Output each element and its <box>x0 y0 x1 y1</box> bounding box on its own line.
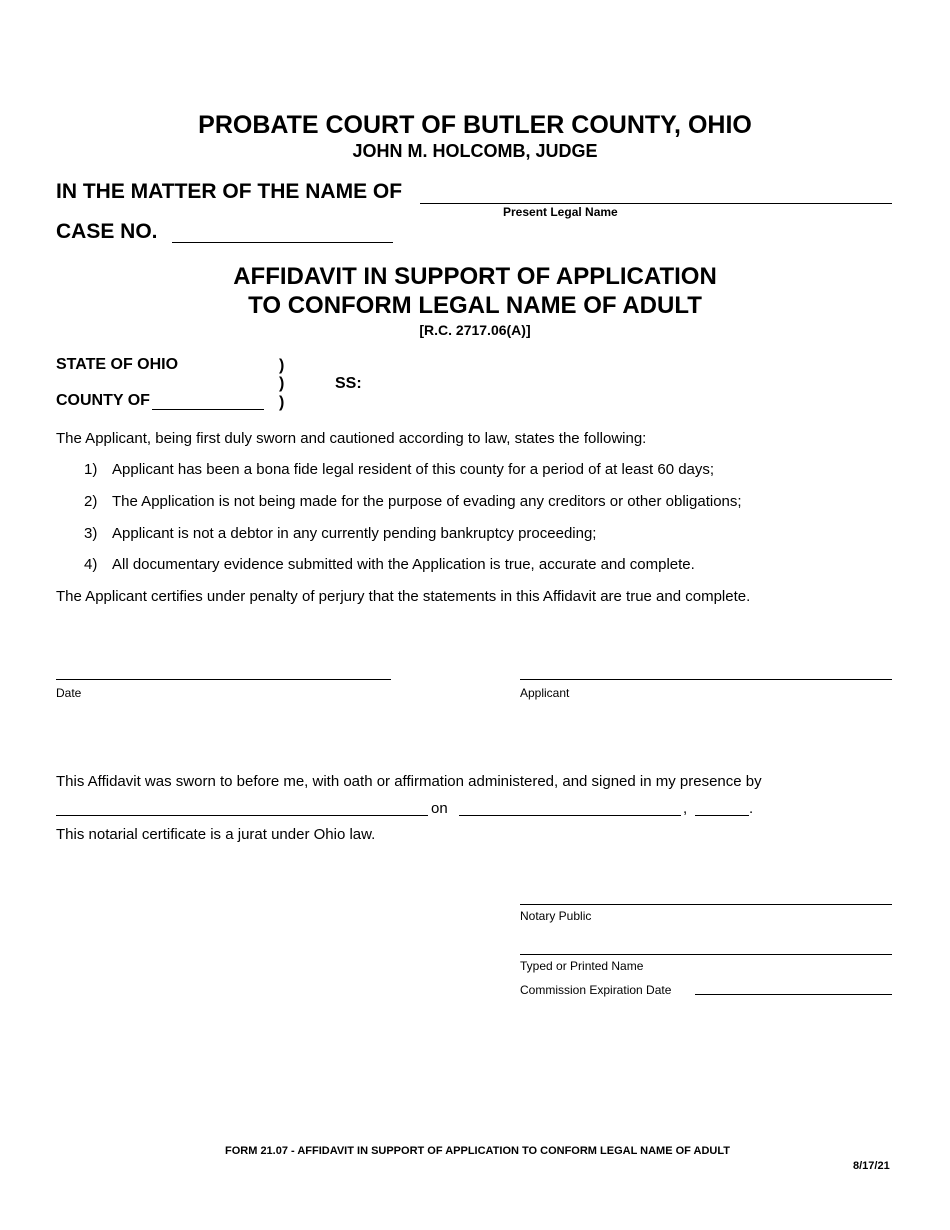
venue-paren-2: ) <box>279 375 285 392</box>
present-legal-name-field[interactable] <box>420 203 892 204</box>
court-title: PROBATE COURT OF BUTLER COUNTY, OHIO <box>198 111 752 139</box>
item-text: All documentary evidence submitted with the Application is true, accurate and complete. <box>112 556 695 573</box>
intro-text: The Applicant, being first duly sworn and cautioned according to law, states the following: <box>56 430 647 447</box>
certify-text: The Applicant certifies under penalty of perjury that the statements in this Affidavit are true and complete. <box>56 588 751 605</box>
date-label: Date <box>56 686 82 700</box>
judge-name: JOHN M. HOLCOMB, JUDGE <box>352 141 598 161</box>
affidavit-title-line2: TO CONFORM LEGAL NAME OF ADULT <box>248 292 702 319</box>
commission-expiration-label: Commission Expiration Date <box>520 983 672 997</box>
state-label: STATE OF OHIO <box>56 356 179 373</box>
on-label: on <box>431 800 448 817</box>
county-field[interactable] <box>152 409 264 410</box>
applicant-signature-line[interactable] <box>520 679 892 680</box>
notary-signature-line[interactable] <box>520 904 892 905</box>
applicant-label: Applicant <box>520 686 570 700</box>
notary-public-label: Notary Public <box>520 909 592 923</box>
ss-label: SS: <box>335 375 362 392</box>
printed-name-line[interactable] <box>520 954 892 955</box>
county-label: COUNTY OF <box>56 392 150 409</box>
present-legal-name-label: Present Legal Name <box>503 205 618 219</box>
item-number: 4) <box>84 556 98 573</box>
sworn-year-line[interactable] <box>695 815 749 816</box>
venue-paren-1: ) <box>279 357 285 374</box>
item-number: 1) <box>84 461 98 478</box>
item-number: 3) <box>84 525 98 542</box>
item-text: Applicant has been a bona fide legal resident of this county for a period of at least 60 days; <box>112 461 715 478</box>
form-footer-title: FORM 21.07 - AFFIDAVIT IN SUPPORT OF APPLICATION TO CONFORM LEGAL NAME OF ADULT <box>225 1145 730 1157</box>
period-mark: . <box>749 800 754 817</box>
statute-reference: [R.C. 2717.06(A)] <box>419 322 531 338</box>
commission-expiration-line[interactable] <box>695 994 892 995</box>
matter-label: IN THE MATTER OF THE NAME OF <box>56 180 403 203</box>
case-number-field[interactable] <box>172 242 393 243</box>
sworn-text: This Affidavit was sworn to before me, with oath or affirmation administered, and signed in my presence by <box>56 773 762 790</box>
case-number-label: CASE NO. <box>56 220 158 243</box>
revision-date: 8/17/21 <box>853 1160 890 1172</box>
item-text: Applicant is not a debtor in any currently pending bankruptcy proceeding; <box>112 525 597 542</box>
certificate-text: This notarial certificate is a jurat under Ohio law. <box>56 826 376 843</box>
affiant-name-line[interactable] <box>56 815 428 816</box>
sworn-date-line[interactable] <box>459 815 681 816</box>
date-signature-line[interactable] <box>56 679 391 680</box>
comma-separator: , <box>683 800 688 817</box>
venue-paren-3: ) <box>279 394 285 411</box>
item-number: 2) <box>84 493 98 510</box>
item-text: The Application is not being made for the purpose of evading any creditors or other obligations; <box>112 493 742 510</box>
printed-name-label: Typed or Printed Name <box>520 959 644 973</box>
affidavit-title-line1: AFFIDAVIT IN SUPPORT OF APPLICATION <box>233 263 717 290</box>
